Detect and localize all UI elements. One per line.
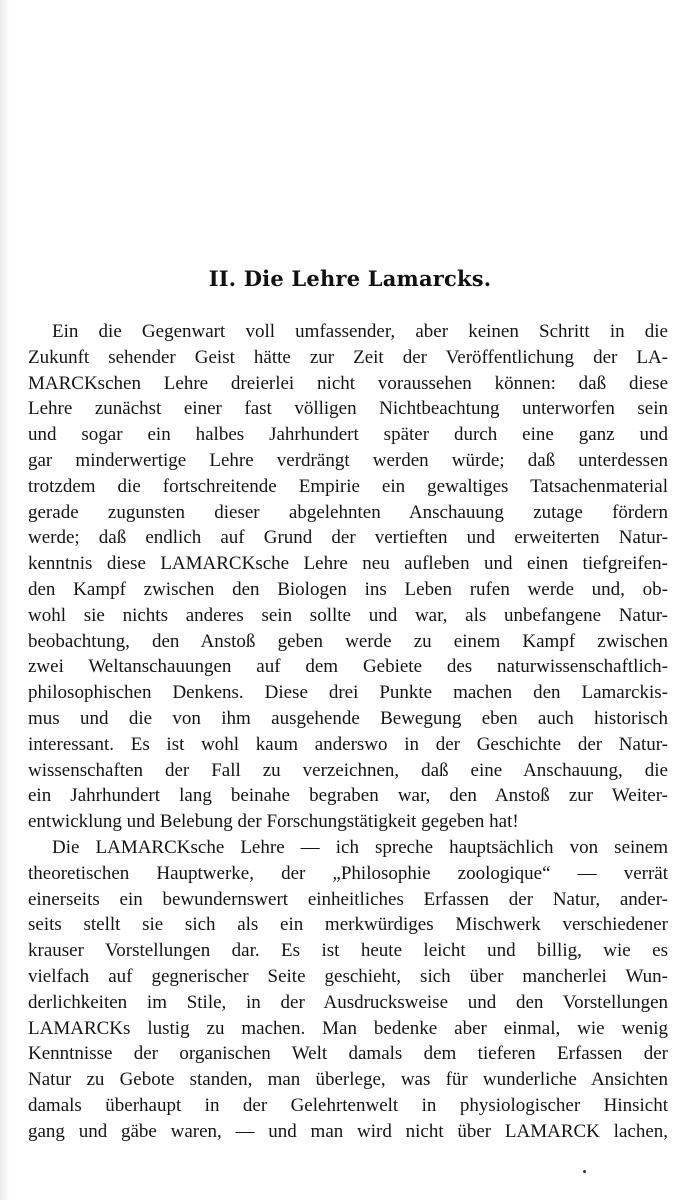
text-line: mus und die von ihm ausgehende Bewegung eben auch historisch (28, 707, 668, 729)
text-line: philosophischen Denkens. Diese drei Punkte machen den Lamarckis- (28, 682, 668, 704)
text-line: und sogar ein halbes Jahrhundert später durch eine ganz und (28, 424, 668, 446)
text-line: ein Jahrhundert lang beinahe begraben war, den Anstoß zur Weiter- (28, 785, 668, 807)
text-line: vielfach auf gegnerischer Seite geschieht, sich über mancherlei Wun- (28, 965, 668, 987)
text-line: entwicklung und Belebung der Forschungstätigkeit gegeben hat! (28, 811, 519, 833)
text-line: wissenschaften der Fall zu verzeichnen, daß eine Anschauung, die (28, 759, 668, 781)
text-line: gar minderwertige Lehre verdrängt werden würde; daß unterdessen (28, 449, 668, 471)
text-line: werde; daß endlich auf Grund der vertieften und erweiterten Natur- (28, 527, 668, 549)
text-line: gerade zugunsten dieser abgelehnten Anschauung zutage fördern (28, 501, 668, 523)
chapter-heading: II. Die Lehre Lamarcks. (208, 266, 492, 291)
text-line: einerseits ein bewundernswert einheitliches Erfassen der Natur, ander- (28, 888, 668, 910)
text-line: theoretischen Hauptwerke, der „Philosophie zoologique“ — verrät (28, 862, 668, 884)
text-line: gang und gäbe waren, — und man wird nicht über LAMARCK lachen, (28, 1120, 668, 1142)
text-line: trotzdem die fortschreitende Empirie ein gewaltiges Tatsachenmaterial (28, 475, 668, 497)
text-line: damals überhaupt in der Gelehrtenwelt in physiologischer Hinsicht (28, 1094, 668, 1116)
text-line: LAMARCKs lustig zu machen. Man bedenke aber einmal, wie wenig (28, 1017, 668, 1039)
text-line: Kenntnisse der organischen Welt damals dem tieferen Erfassen der (28, 1043, 668, 1065)
text-line: Zukunft sehender Geist hätte zur Zeit der Veröffentlichung der LA- (28, 346, 668, 368)
text-line: kenntnis diese LAMARCKsche Lehre neu aufleben und einen tiefgreifen- (28, 553, 668, 575)
text-line: Lehre zunächst einer fast völligen Nichtbeachtung unterworfen sein (28, 398, 668, 420)
text-line: seits stellt sie sich als ein merkwürdiges Mischwerk verschiedener (28, 914, 668, 936)
text-line: MARCKschen Lehre dreierlei nicht voraussehen können: daß diese (28, 372, 668, 394)
text-line: Die LAMARCKsche Lehre — ich spreche hauptsächlich von seinem (52, 836, 668, 858)
text-line: krauser Vorstellungen dar. Es ist heute leicht und billig, wie es (28, 940, 668, 962)
text-line: wohl sie nichts anderes sein sollte und war, als unbefangene Natur- (28, 604, 668, 626)
text-line: Ein die Gegenwart voll umfassender, aber keinen Schritt in die (52, 321, 668, 342)
text-line: interessant. Es ist wohl kaum anderswo in der Geschichte der Natur- (28, 733, 668, 755)
body-text (28, 319, 668, 1145)
text-line: derlichkeiten im Stile, in der Ausdrucksweise und den Vorstellungen (28, 991, 668, 1013)
text-line: beobachtung, den Anstoß geben werde zu einem Kampf zwischen (28, 630, 668, 652)
text-line: Natur zu Gebote standen, man überlege, was für wunderliche Ansichten (28, 1069, 668, 1091)
text-line: den Kampf zwischen den Biologen ins Leben rufen werde und, ob- (28, 578, 668, 600)
scan-edge-shadow (0, 0, 10, 1200)
print-speck (583, 1170, 586, 1173)
text-line: zwei Weltanschauungen auf dem Gebiete des naturwissenschaftlich- (28, 656, 668, 678)
